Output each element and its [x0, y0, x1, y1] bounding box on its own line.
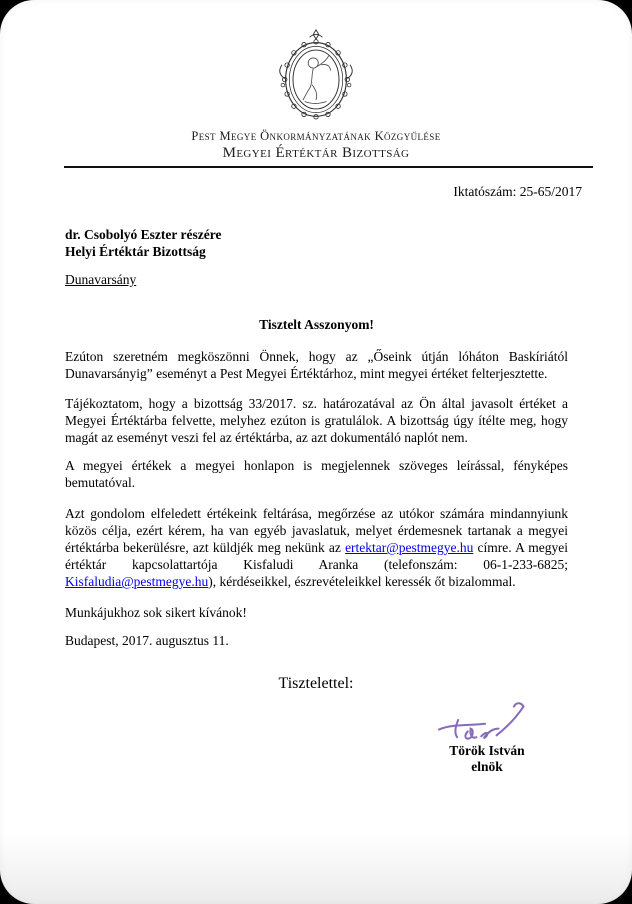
paragraph-contact	[65, 505, 568, 590]
contact-text-after: ), kérdéseikkel, észrevételeikkel keressék őt bizalommal.	[208, 574, 516, 589]
reference-value: 25-65/2017	[519, 184, 582, 199]
paragraph-thanks: Ezúton szeretném megköszönni Önnek, hogy az „Őseink útján lóháton Baskíriától Dunavarsányig” eseményt a Pest Megyei Értéktárhoz, mint megyei értéket felterjesztette.	[65, 349, 568, 381]
signatory-name: Török István	[449, 743, 525, 758]
valediction: Tisztelettel:	[278, 675, 354, 692]
signatory-title: elnök	[471, 759, 503, 774]
committee-name: Megyei Értéktár Bizottság	[222, 145, 410, 161]
recipient-city: Dunavarsány	[65, 272, 137, 287]
signature-block	[397, 695, 577, 775]
letterhead	[0, 0, 632, 168]
recipient-organization: Helyi Értéktár Bizottság	[65, 244, 206, 259]
paragraph-website: A megyei értékek a megyei honlapon is megjelennek szöveges leírással, fényképes bemutatóval.	[65, 458, 568, 490]
contact-text-middle: címre. A megyei értéktár kapcsolattartója Kisfaludi Aranka (telefonszám: 06-1-233-6825;	[65, 540, 568, 572]
paragraph-decision: Tájékoztatom, hogy a bizottság 33/2017. sz. határozatával az Ön által javasolt értéket a Megyei Értéktárba felvette, melyhez ezúton is gratulálok. A bizottság úgy ítélte meg, hogy magát az eseményt veszi fel az értéktárba, az azt dokumentáló naplót nem.	[65, 396, 568, 445]
letter-body	[0, 226, 632, 649]
salutation: Tisztelt Asszonyom!	[259, 317, 374, 332]
contact-text-before: Azt gondolom elfeledett értékeink feltárása, megőrzése az utókor számára mindannyiunk közös célja, ezért kérem, ha van egyéb javaslatuk, melyet érdemesnek tartanak a megyei értéktárba bekerülésre, azt küldjék meg nekünk az	[65, 506, 568, 555]
letterhead-divider	[64, 166, 593, 168]
signature-icon	[397, 695, 577, 743]
pest-county-emblem-icon	[270, 28, 362, 120]
ertektar-email-link[interactable]: ertektar@pestmegye.hu	[345, 540, 474, 555]
paragraph-wishes: Munkájukhoz sok sikert kívánok!	[65, 605, 247, 620]
addressee-block	[65, 226, 568, 288]
dateline: Budapest, 2017. augusztus 11.	[65, 633, 229, 648]
reference-number-line	[0, 183, 582, 200]
kisfaludia-email-link[interactable]: Kisfaludia@pestmegye.hu	[65, 574, 209, 589]
organization-name: Pest Megye Önkormányzatának Közgyűlése	[191, 129, 441, 143]
reference-label: Iktatószám:	[453, 184, 517, 199]
recipient-name: dr. Csobolyó Eszter részére	[65, 227, 222, 242]
